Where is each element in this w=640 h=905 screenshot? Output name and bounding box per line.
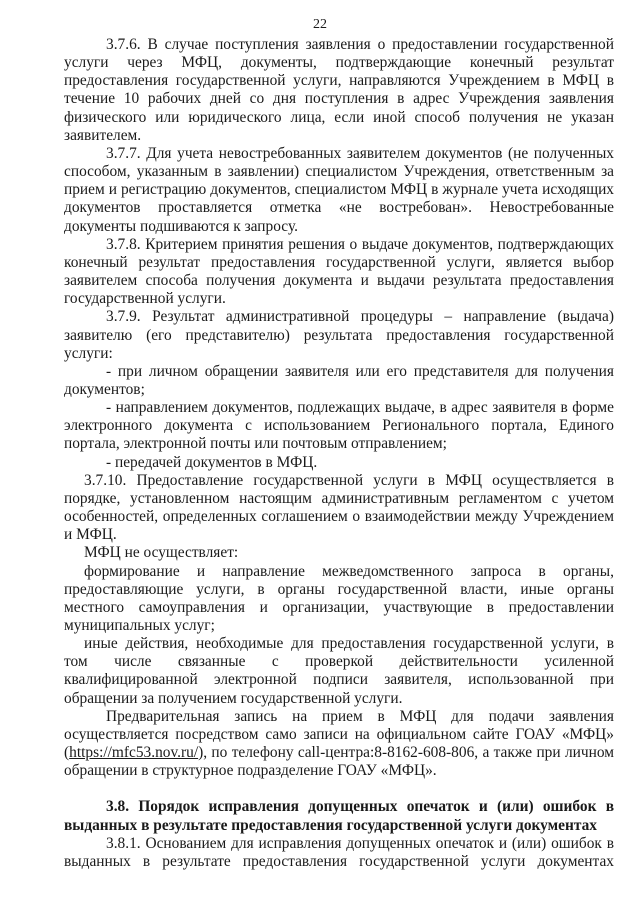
paragraph-3-7-10: 3.7.10. Предоставление государственной услуги в МФЦ осуществляется в порядке, установленном настоящим административным регламентом с учетом особенностей, определенных соглашением о взаимодействии между Учреждением и МФЦ.	[64, 471, 614, 544]
mfc-not-item-requests: формирование и направление межведомственного запроса в органы, предоставляющие услуги, в органы государственной власти, иные органы местного самоуправления и организации, участвующие в предоставлении муниципальных услуг;	[64, 562, 614, 634]
paragraph-3-7-6: 3.7.6. В случае поступления заявления о предоставлении государственной услуги через МФЦ, документы, подтверждающие конечный результат предоставления государственной услуги, направляются Учреждением в МФЦ в течение 10 рабочих дней со дня поступления в адрес Учреждения заявления физического или юридического лица, если иной способ получения не указан заявителем.	[64, 36, 614, 144]
pre-registration-text-start: Предварительная запись на прием в МФЦ для подачи заявления осуществляется посредством само записи на официальном сайте ГОАУ «МФЦ» (	[64, 707, 614, 762]
page-number: 22	[313, 17, 327, 32]
paragraph-pre-registration	[64, 708, 614, 781]
paragraph-3-7-9: 3.7.9. Результат административной процедуры – направление (выдача) заявителю (его представителю) результата предоставления государственной услуги:	[64, 308, 614, 362]
list-item-transfer-to-mfc: - передачей документов в МФЦ.	[106, 453, 318, 471]
paragraph-3-7-8: 3.7.8. Критерием принятия решения о выдаче документов, подтверждающих конечный результат предоставления государственной услуги, является выбор заявителем способа получения документа и выдачи результата предоставления государственной услуги.	[64, 235, 614, 308]
section-heading-3-8: 3.8. Порядок исправления допущенных опечаток и (или) ошибок в выданных в результате предоставления государственной услуги документах	[64, 798, 614, 834]
list-item-personal-visit: - при личном обращении заявителя или его представителя для получения документов;	[64, 362, 614, 398]
mfc-not-item-other-actions: иные действия, необходимые для предоставления государственной услуги, в том числе связанные с проверкой действительности усиленной квалифицированной электронной подписи заявителя, использованной при обращении за получением государственной услуги.	[64, 635, 614, 707]
list-item-electronic-delivery: - направлением документов, подлежащих выдаче, в адрес заявителя в форме электронного документа с использованием Регионального портала, Единого портала, электронной почты или почтовым отправлением;	[64, 399, 614, 453]
paragraph-3-7-7: 3.7.7. Для учета невостребованных заявителем документов (не полученных способом, указанным в заявлении) специалистом Учреждения, ответственным за прием и регистрацию документов, специалистом МФЦ в журнале учета исходящих документов проставляется отметка «не востребован». Невостребованные документы подшиваются к запросу.	[64, 144, 614, 235]
mfc-not-performs: МФЦ не осуществляет:	[84, 544, 239, 562]
document-body	[64, 36, 614, 871]
pre-registration-text-end: ), по телефону call-центра:8-8162-608-806, а также при личном обращении в структурное подразделение ГОАУ «МФЦ».	[64, 744, 614, 780]
paragraph-3-8-1: 3.8.1. Основанием для исправления допущенных опечаток и (или) ошибок в выданных в результате предоставления государственной услуги документах	[64, 834, 614, 870]
mfc-website-link[interactable]: https://mfc53.nov.ru/	[69, 744, 199, 762]
